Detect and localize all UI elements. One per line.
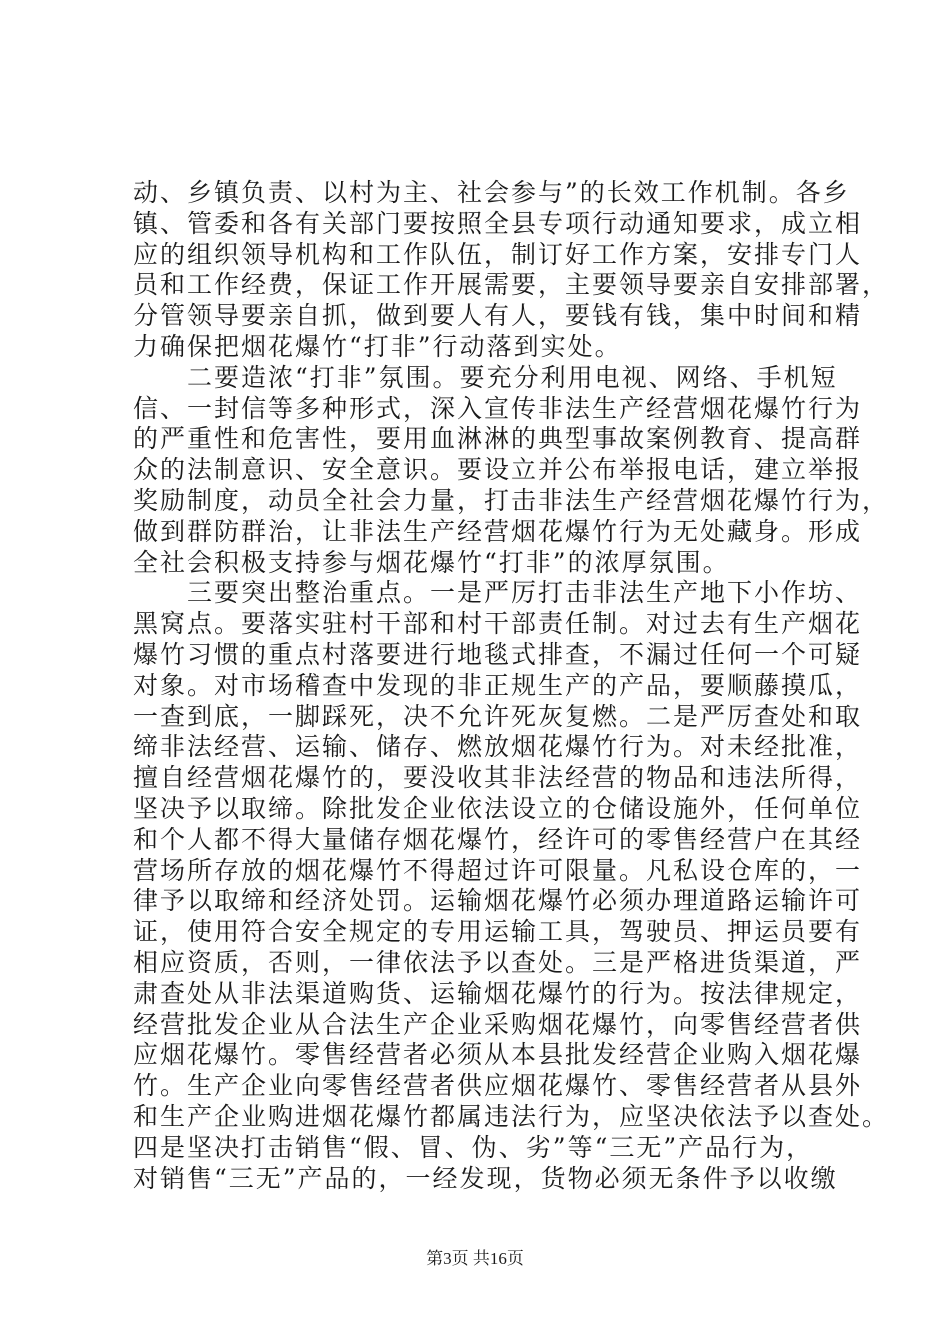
text-line: 奖励制度，动员全社会力量，打击非法生产经营烟花爆竹行为，	[133, 485, 890, 515]
text-line: 坚决予以取缔。除批发企业依法设立的仓储设施外，任何单位	[133, 793, 863, 823]
text-line: 力确保把烟花爆竹“打非”行动落到实处。	[133, 331, 622, 361]
text-line: 三要突出整治重点。一是严厉打击非法生产地下小作坊、	[133, 578, 863, 608]
text-line: 经营批发企业从合法生产企业采购烟花爆竹，向零售经营者供	[133, 1009, 863, 1039]
text-line: 和个人都不得大量储存烟花爆竹，经许可的零售经营户在其经	[133, 824, 863, 854]
text-line: 镇、管委和各有关部门要按照全县专项行动通知要求，成立相	[133, 208, 863, 238]
text-line: 众的法制意识、安全意识。要设立并公布举报电话，建立举报	[133, 455, 863, 485]
text-line: 员和工作经费，保证工作开展需要，主要领导要亲自安排部署，	[133, 270, 890, 300]
text-line: 一查到底，一脚踩死，决不允许死灰复燃。二是严厉查处和取	[133, 701, 863, 731]
text-line: 对象。对市场稽查中发现的非正规生产的产品，要顺藤摸瓜，	[133, 670, 863, 700]
text-line: 信、一封信等多种形式，深入宣传非法生产经营烟花爆竹行为	[133, 393, 863, 423]
text-line: 动、乡镇负责、以村为主、社会参与”的长效工作机制。各乡	[133, 178, 850, 207]
document-body	[133, 178, 890, 1194]
text-line: 相应资质，否则，一律依法予以查处。三是严格进货渠道，严	[133, 947, 863, 977]
page-number-footer: 第3页 共16页	[426, 1249, 524, 1268]
text-line: 的严重性和危害性，要用血淋淋的典型事故案例教育、提高群	[133, 424, 863, 454]
text-line: 肃查处从非法渠道购货、运输烟花爆竹的行为。按法律规定，	[133, 978, 863, 1008]
text-line: 四是坚决打击销售“假、冒、伪、劣”等“三无”产品行为，	[133, 1132, 814, 1162]
text-line: 全社会积极支持参与烟花爆竹“打非”的浓厚氛围。	[133, 547, 730, 577]
text-line: 分管领导要亲自抓，做到要人有人，要钱有钱，集中时间和精	[133, 301, 863, 331]
text-line: 二要造浓“打非”氛围。要充分利用电视、网络、手机短	[133, 362, 838, 392]
text-line: 证，使用符合安全规定的专用运输工具，驾驶员、押运员要有	[133, 917, 863, 947]
text-line: 对销售“三无”产品的，一经发现，货物必须无条件予以收缴	[133, 1163, 838, 1193]
text-line: 律予以取缔和经济处罚。运输烟花爆竹必须办理道路运输许可	[133, 886, 863, 916]
text-line: 竹。生产企业向零售经营者供应烟花爆竹、零售经营者从县外	[133, 1071, 863, 1101]
text-line: 黑窝点。要落实驻村干部和村干部责任制。对过去有生产烟花	[133, 609, 863, 639]
text-line: 营场所存放的烟花爆竹不得超过许可限量。凡私设仓库的，一	[133, 855, 863, 885]
text-line: 擅自经营烟花爆竹的，要没收其非法经营的物品和违法所得，	[133, 763, 863, 793]
text-line: 应的组织领导机构和工作队伍，制订好工作方案，安排专门人	[133, 239, 863, 269]
text-line: 和生产企业购进烟花爆竹都属违法行为，应坚决依法予以查处。	[133, 1101, 890, 1131]
text-line: 缔非法经营、运输、储存、燃放烟花爆竹行为。对未经批准，	[133, 732, 863, 762]
text-line: 爆竹习惯的重点村落要进行地毯式排查，不漏过任何一个可疑	[133, 639, 863, 669]
text-line: 做到群防群治，让非法生产经营烟花爆竹行为无处藏身。形成	[133, 516, 863, 546]
text-line: 应烟花爆竹。零售经营者必须从本县批发经营企业购入烟花爆	[133, 1040, 863, 1070]
